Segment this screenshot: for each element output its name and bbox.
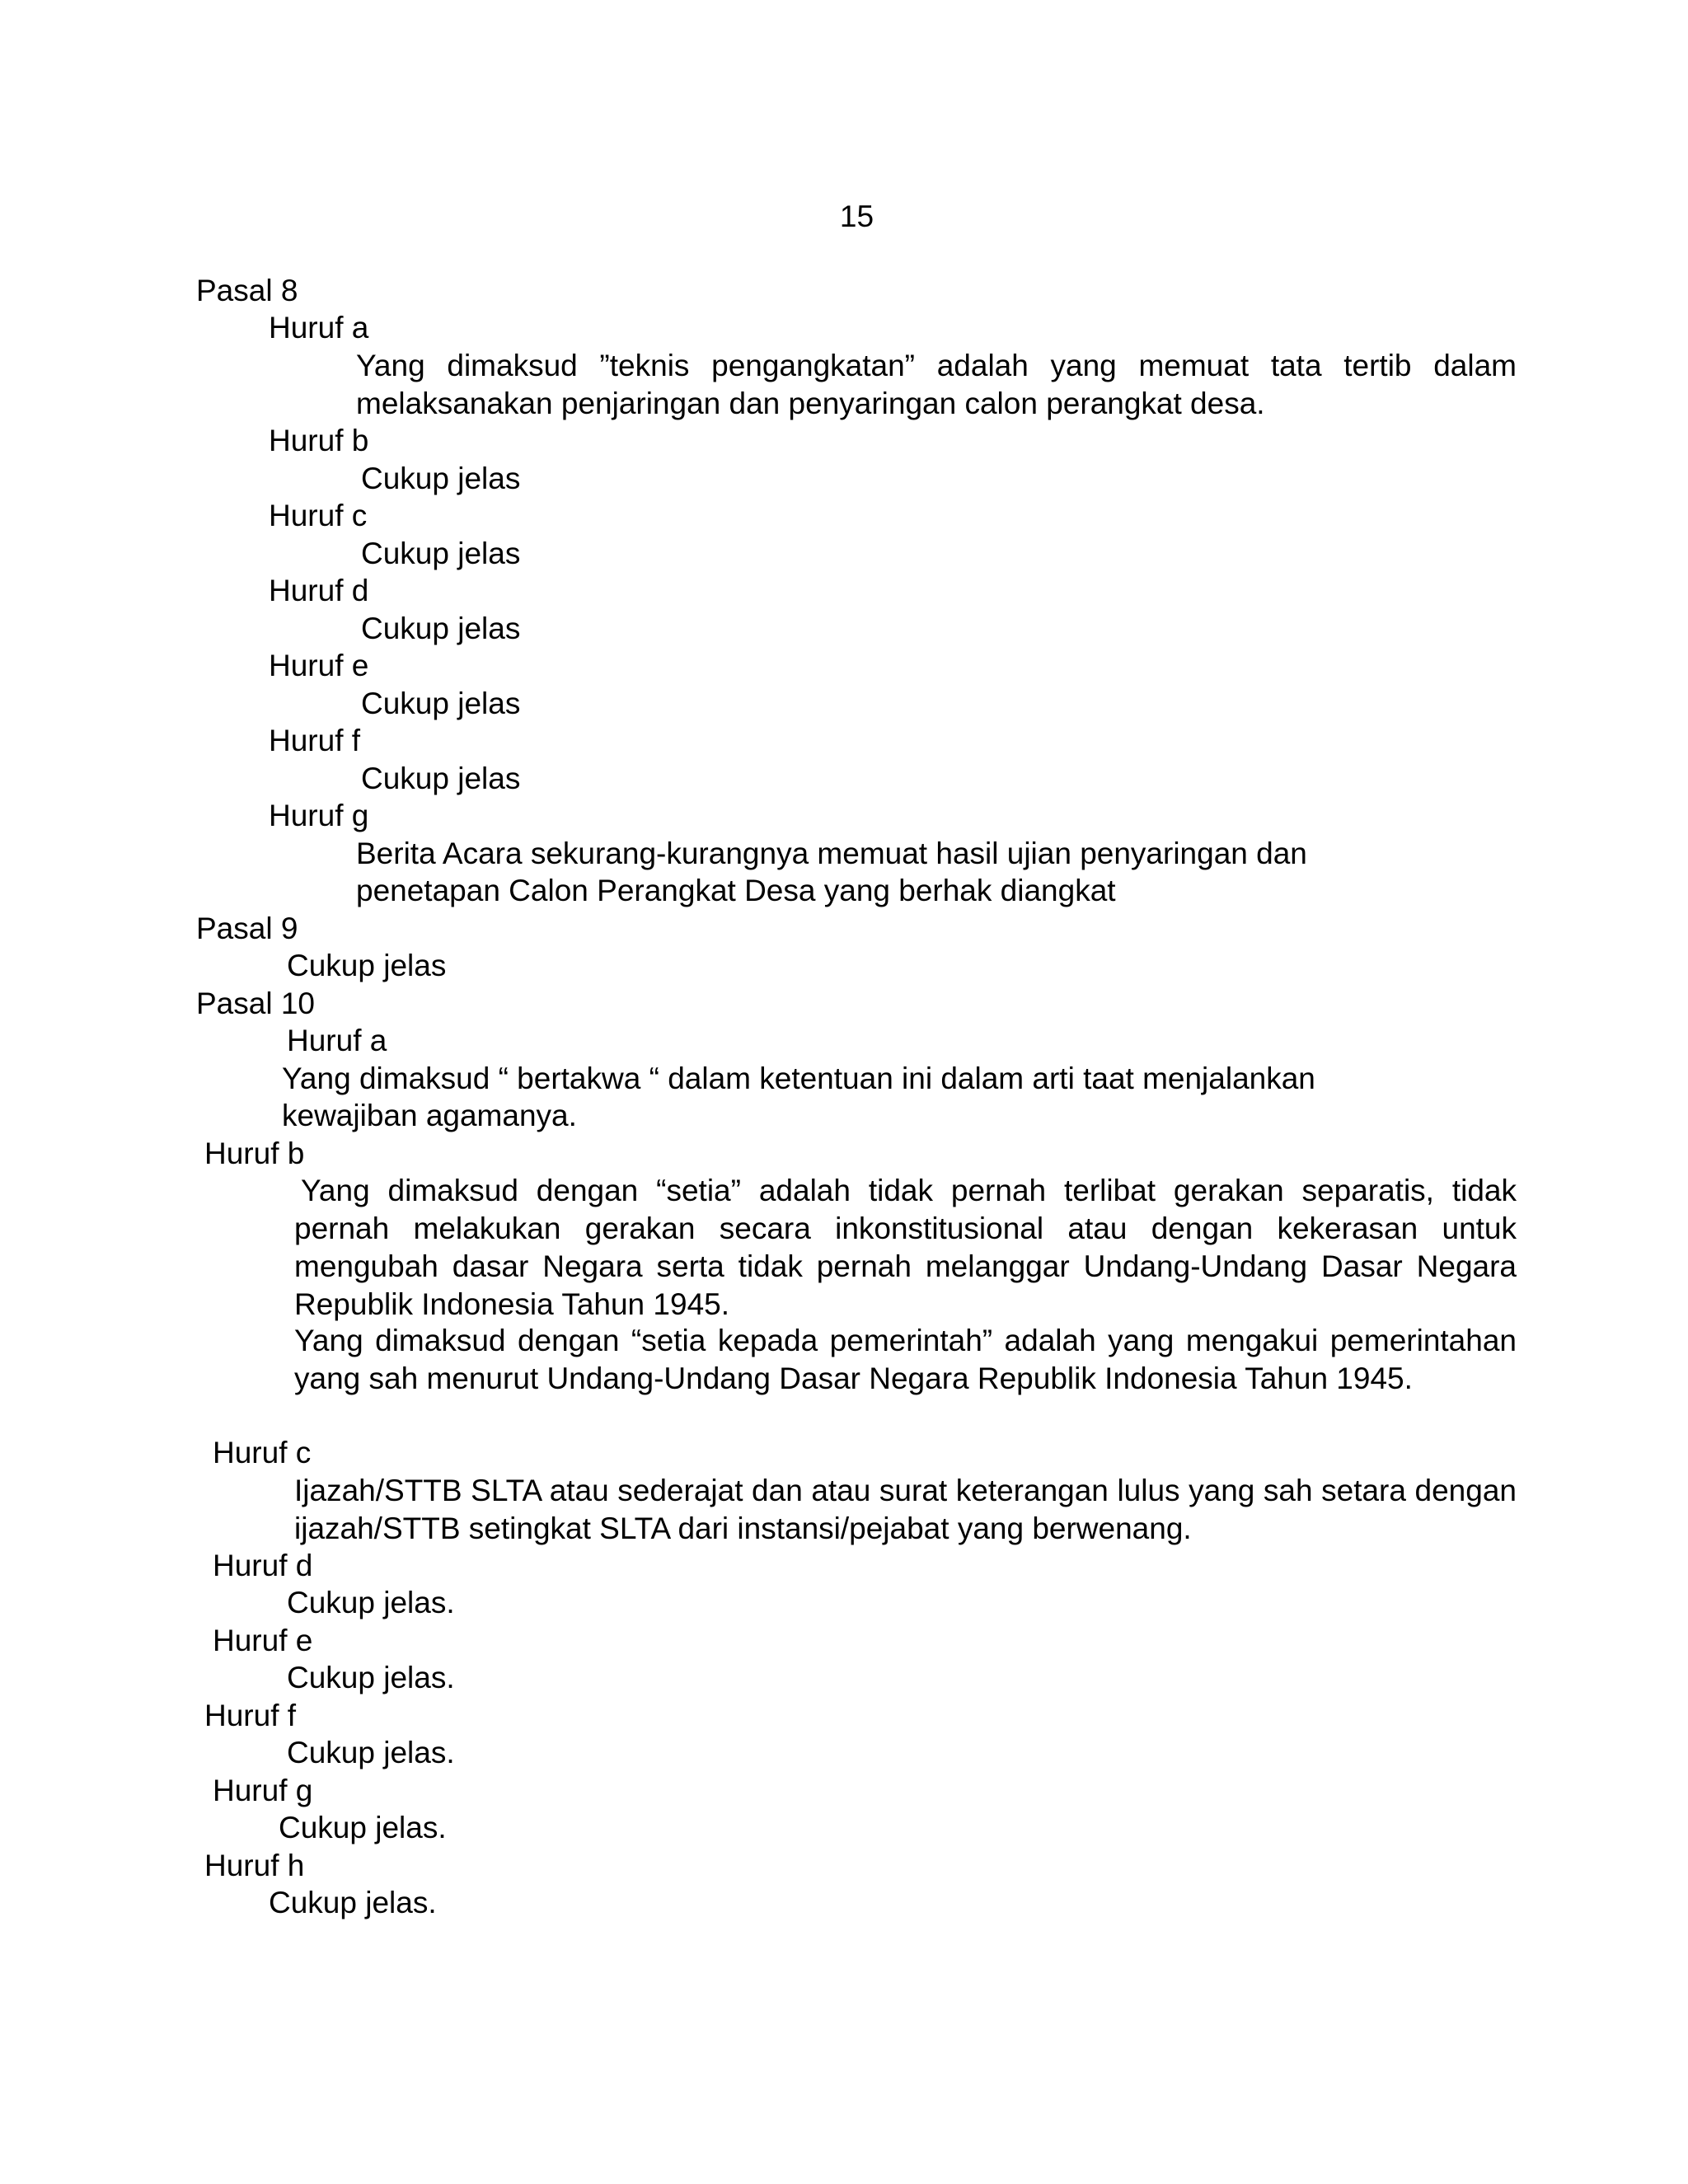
pasal-8-huruf-d-text: Cukup jelas bbox=[361, 612, 521, 645]
pasal-8-heading: Pasal 8 bbox=[196, 274, 298, 307]
page-number: 15 bbox=[839, 199, 874, 233]
pasal-8-huruf-c-label: Huruf c bbox=[269, 499, 368, 532]
pasal-8-huruf-d-label: Huruf d bbox=[269, 574, 369, 607]
pasal-8-huruf-c-text: Cukup jelas bbox=[361, 537, 521, 570]
pasal-10-huruf-e-label: Huruf e bbox=[213, 1624, 313, 1657]
pasal-10-huruf-h-text: Cukup jelas. bbox=[269, 1886, 437, 1919]
pasal-10-huruf-g-label: Huruf g bbox=[213, 1774, 313, 1807]
pasal-10-huruf-b-paragraph-2: Yang dimaksud dengan “setia kepada pemerintah” adalah yang mengakui pemerintahan yang sah menurut Undang-Undang Dasar Negara Republik Indonesia Tahun 1945. bbox=[294, 1324, 1517, 1395]
pasal-9-heading: Pasal 9 bbox=[196, 912, 298, 945]
pasal-8-huruf-a-label: Huruf a bbox=[269, 311, 369, 344]
pasal-8-huruf-e-label: Huruf e bbox=[269, 649, 369, 682]
pasal-10-huruf-a-line-1: Yang dimaksud “ bertakwa “ dalam ketentuan ini dalam arti taat menjalankan bbox=[282, 1062, 1315, 1095]
pasal-10-huruf-b-label: Huruf b bbox=[204, 1137, 305, 1170]
pasal-8-huruf-b-text: Cukup jelas bbox=[361, 462, 521, 495]
pasal-10-huruf-g-text: Cukup jelas. bbox=[279, 1811, 447, 1844]
pasal-8-huruf-a-text: Yang dimaksud ”teknis pengangkatan” adalah yang memuat tata tertib dalam melaksanakan penjaringan dan penyaringan calon perangkat desa. bbox=[356, 349, 1517, 420]
pasal-8-huruf-g-line-2: penetapan Calon Perangkat Desa yang berhak diangkat bbox=[356, 874, 1116, 907]
pasal-10-huruf-h-label: Huruf h bbox=[204, 1849, 305, 1882]
pasal-10-huruf-c-text: Ijazah/STTB SLTA atau sederajat dan atau surat keterangan lulus yang sah setara dengan ijazah/STTB setingkat SLTA dari instansi/pejabat yang berwenang. bbox=[294, 1474, 1517, 1545]
pasal-9-text: Cukup jelas bbox=[287, 949, 447, 982]
pasal-8-huruf-e-text: Cukup jelas bbox=[361, 687, 521, 720]
pasal-10-heading: Pasal 10 bbox=[196, 987, 315, 1020]
pasal-10-huruf-f-label: Huruf f bbox=[204, 1699, 297, 1732]
pasal-10-huruf-f-text: Cukup jelas. bbox=[287, 1736, 455, 1769]
pasal-10-huruf-c-label: Huruf c bbox=[213, 1436, 312, 1469]
pasal-8-huruf-g-line-1: Berita Acara sekurang-kurangnya memuat hasil ujian penyaringan dan bbox=[356, 837, 1307, 870]
pasal-10-huruf-d-text: Cukup jelas. bbox=[287, 1586, 455, 1619]
pasal-8-huruf-g-label: Huruf g bbox=[269, 799, 369, 832]
pasal-8-huruf-f-text: Cukup jelas bbox=[361, 762, 521, 795]
pasal-10-huruf-b-paragraph-1: Yang dimaksud dengan “setia” adalah tidak pernah terlibat gerakan separatis, tidak pernah melakukan gerakan secara inkonstitusional atau dengan kekerasan untuk mengubah dasar Negara serta tidak pernah melanggar Undang-Undang Dasar Negara Republik Indonesia Tahun 1945. bbox=[294, 1174, 1517, 1321]
pasal-10-huruf-e-text: Cukup jelas. bbox=[287, 1661, 455, 1694]
pasal-8-huruf-f-label: Huruf f bbox=[269, 724, 361, 757]
pasal-8-huruf-b-label: Huruf b bbox=[269, 424, 369, 457]
pasal-10-huruf-a-line-2: kewajiban agamanya. bbox=[282, 1099, 577, 1132]
pasal-10-huruf-d-label: Huruf d bbox=[213, 1549, 313, 1582]
pasal-10-huruf-a-label: Huruf a bbox=[287, 1024, 387, 1057]
